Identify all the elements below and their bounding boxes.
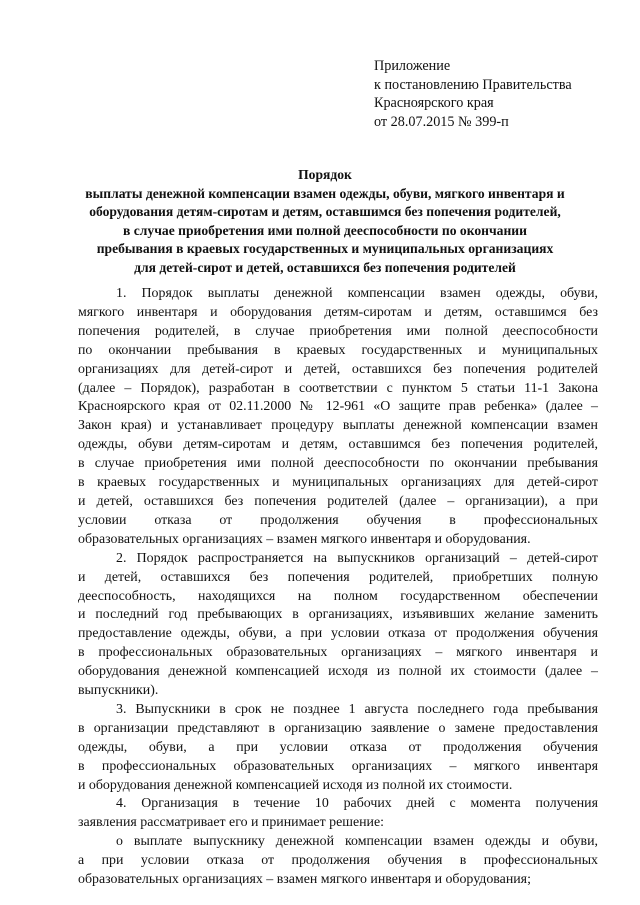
body-line: Закон края) и устанавливает процедуру выплаты денежной компенсации взамен xyxy=(78,418,598,434)
body-line: мягкого инвентаря и оборудования детям-сиротам и детям, оставшимся без xyxy=(78,304,598,320)
body-line: и детей, оставшихся без попечения родителей (далее – организации), а при xyxy=(78,493,598,509)
body-line: (далее – Порядок), разработан в соответствии с пунктом 5 статьи 11-1 Закона xyxy=(78,380,598,396)
body-line: и последний год пребывающих в организациях, изъявивших желание заменить xyxy=(78,607,598,623)
body-line: заявления рассматривает его и принимает решение: xyxy=(78,815,385,831)
body-line: в профессиональных образовательных организациях – мягкого инвентаря и xyxy=(78,645,598,661)
body-line: образовательных организациях – взамен мягкого инвентаря и оборудования. xyxy=(78,531,531,547)
body-line: и детей, оставшихся без попечения родителей, приобретших полную xyxy=(78,569,598,585)
title-line: оборудования детям-сиротам и детям, оставшимся без попечения родителей, xyxy=(89,204,561,220)
appendix-line: от 28.07.2015 № 399-п xyxy=(374,113,509,130)
title-line: выплаты денежной компенсации взамен одежды, обуви, мягкого инвентаря и xyxy=(85,185,565,201)
body-line: образовательных организациях – взамен мягкого инвентаря и оборудования; xyxy=(78,872,531,888)
body-line: в профессиональных образовательных организациях – мягкого инвентаря xyxy=(78,758,598,774)
body-line: 3. Выпускники в срок не позднее 1 августа последнего года пребывания xyxy=(116,701,598,717)
body-line: в организации представляют в организацию заявление о замене предоставления xyxy=(78,720,598,736)
title-line: пребывания в краевых государственных и муниципальных организациях xyxy=(96,241,554,257)
body-line: оборудования денежной компенсацией исходя из полной их стоимости (далее – xyxy=(78,664,598,680)
body-line: организациях для детей-сирот и детей, оставшихся без попечения родителей xyxy=(78,361,598,377)
body-line: 1. Порядок выплаты денежной компенсации взамен одежды, обуви, xyxy=(116,286,598,301)
body-line: выпускники). xyxy=(78,683,159,699)
body-line: одежды, обуви детям-сиротам и детям, оставшимся без попечения родителей, xyxy=(78,437,598,453)
title-heading: Порядок xyxy=(298,167,352,182)
body-line: дееспособность, находящихся на полном государственном обеспечении xyxy=(78,588,598,604)
body-line: по окончании пребывания в краевых государственных и муниципальных xyxy=(78,342,598,358)
body-line: в случае приобретения ими полной дееспособности по окончании пребывания xyxy=(78,456,598,472)
body-line: предоставление одежды, обуви, а при условии отказа от продолжения обучения xyxy=(78,626,598,642)
appendix-line: к постановлению Правительства xyxy=(374,76,572,93)
body-line: в краевых государственных и муниципальных организациях для детей-сирот xyxy=(78,475,598,491)
body-line: одежды, обуви, а при условии отказа от продолжения обучения xyxy=(78,739,598,755)
title-line: в случае приобретения ими полной дееспособности по окончании xyxy=(123,222,527,238)
appendix-line: Приложение xyxy=(374,58,451,74)
body-line: Красноярского края от 02.11.2000 № 12-961 «О защите прав ребенка» (далее – xyxy=(78,399,598,415)
body-line: условии отказа от продолжения обучения в профессиональных xyxy=(78,512,598,528)
appendix-block xyxy=(374,57,572,131)
body-line: и оборудования денежной компенсацией исходя из полной их стоимости. xyxy=(78,777,513,793)
body-line: 2. Порядок распространяется на выпускников организаций – детей-сирот xyxy=(116,550,598,566)
body-line: 4. Организация в течение 10 рабочих дней с момента получения xyxy=(116,796,598,812)
document-body xyxy=(78,285,598,890)
body-line: о выплате выпускнику денежной компенсации взамен одежды и обуви, xyxy=(116,834,598,850)
body-line: попечения родителей, в случае приобретения ими полной дееспособности xyxy=(78,323,598,339)
document-title xyxy=(60,166,590,278)
body-line: а при условии отказа от продолжения обучения в профессиональных xyxy=(78,853,598,869)
appendix-line: Красноярского края xyxy=(374,95,494,111)
title-line: для детей-сирот и детей, оставшихся без попечения родителей xyxy=(134,259,516,275)
